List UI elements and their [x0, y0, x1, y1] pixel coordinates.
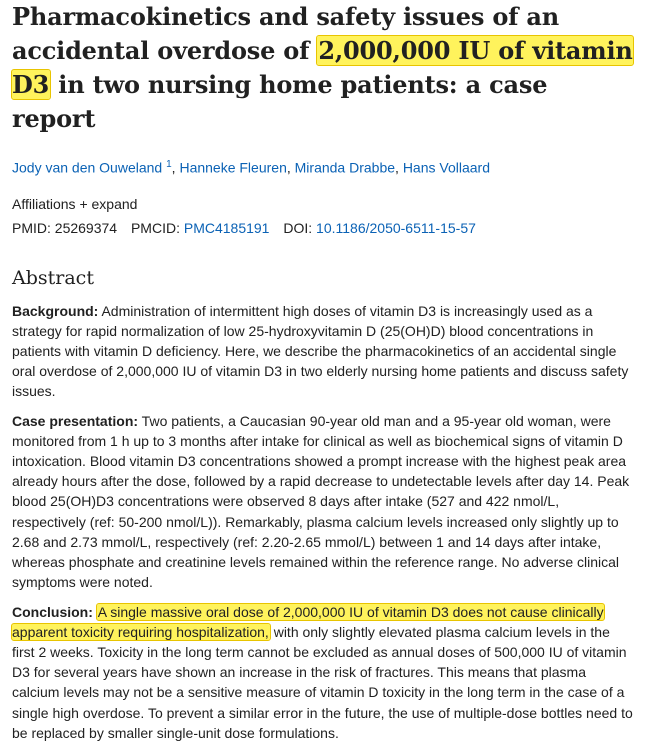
background-label: Background:	[12, 302, 99, 319]
title-text-after: in two nursing home patients: a case report	[12, 70, 548, 133]
affiliations-label[interactable]: Affiliations	[12, 195, 76, 212]
pmid-value: 25269374	[54, 219, 118, 236]
abstract-case-presentation	[12, 411, 634, 593]
background-text: Administration of intermittent high doses of vitamin D3 is increasingly used as a strategy for rapid normalization of low 25-hydroxyvitamin D (25(OH)D) blood concentrations in patients with vitamin D deficiency. Here, we describe the pharmacokinetics of an accidental single oral overdose of 2,000,000 IU of vitamin D3 in two elderly nursing home patients and discuss safety issues.	[12, 302, 629, 400]
author-separator: ,	[395, 159, 403, 176]
title-highlight: 2,000,000 IU of vitamin D3	[12, 36, 633, 99]
author-link[interactable]: Jody van den Ouweland	[12, 159, 163, 176]
conclusion-label: Conclusion:	[12, 603, 93, 620]
doi-label: DOI:	[283, 219, 313, 236]
abstract-heading: Abstract	[12, 266, 94, 289]
author-link[interactable]: Hans Vollaard	[402, 159, 490, 176]
affiliations-row	[12, 192, 634, 216]
article-title	[12, 0, 634, 136]
title-text-before: Pharmacokinetics and safety issues of an accidental overdose of	[12, 2, 560, 65]
author-separator: ,	[171, 159, 180, 176]
pmcid-link[interactable]: PMC4185191	[183, 219, 270, 236]
conclusion-highlight: A single massive oral dose of 2,000,000 IU of vitamin D3 does not cause clinically apparent toxicity requiring hospitalization,	[12, 603, 604, 640]
author-link[interactable]: Miranda Drabbe	[294, 159, 396, 176]
author-affiliation-sup[interactable]: 1	[166, 159, 172, 170]
identifiers-row	[12, 216, 634, 240]
abstract-background	[12, 301, 634, 402]
case-presentation-label: Case presentation:	[12, 412, 139, 429]
article-page	[12, 0, 634, 752]
expand-affiliations-button[interactable]: + expand	[79, 195, 138, 212]
conclusion-text: with only slightly elevated plasma calcium levels in the first 2 weeks. Toxicity in the long term cannot be excluded as annual doses of 500,000 IU of vitamin D3 for several years have shown an increase in the risk of fractures. This means that plasma calcium levels may not be a sensitive measure of vitamin D toxicity in the long term in the case of a single high overdose. To prevent a similar error in the future, the use of multiple-dose bottles need to be replaced by smaller single-unit dose formulations.	[12, 623, 633, 741]
pmcid-label: PMCID:	[130, 219, 180, 236]
doi-link[interactable]: 10.1186/2050-6511-15-57	[316, 219, 476, 236]
abstract-conclusion	[12, 602, 634, 743]
pmid-label: PMID:	[12, 219, 51, 236]
author-separator: ,	[286, 159, 295, 176]
author-list	[12, 155, 634, 178]
case-presentation-text: Two patients, a Caucasian 90-year old man and a 95-year old woman, were monitored from 1 h up to 3 months after intake for clinical as well as biochemical signs of vitamin D intoxication. Blood vitamin D3 concentrations showed a prompt increase with the highest peak area already hours after the dose, followed by a rapid decrease to undetectable levels after day 14. Peak blood 25(OH)D3 concentrations were observed 8 days after intake (527 and 422 nmol/L, respectively (ref: 50-200 nmol/L)). Remarkably, plasma calcium levels increased only slightly up to 2.68 and 2.73 mmol/L, respectively (ref: 2.20-2.65 mmol/L) between 1 and 14 days after intake, whereas phosphate and creatinine levels remained within the reference range. No adverse clinical symptoms were noted.	[12, 412, 630, 591]
author-link[interactable]: Hanneke Fleuren	[179, 159, 287, 176]
